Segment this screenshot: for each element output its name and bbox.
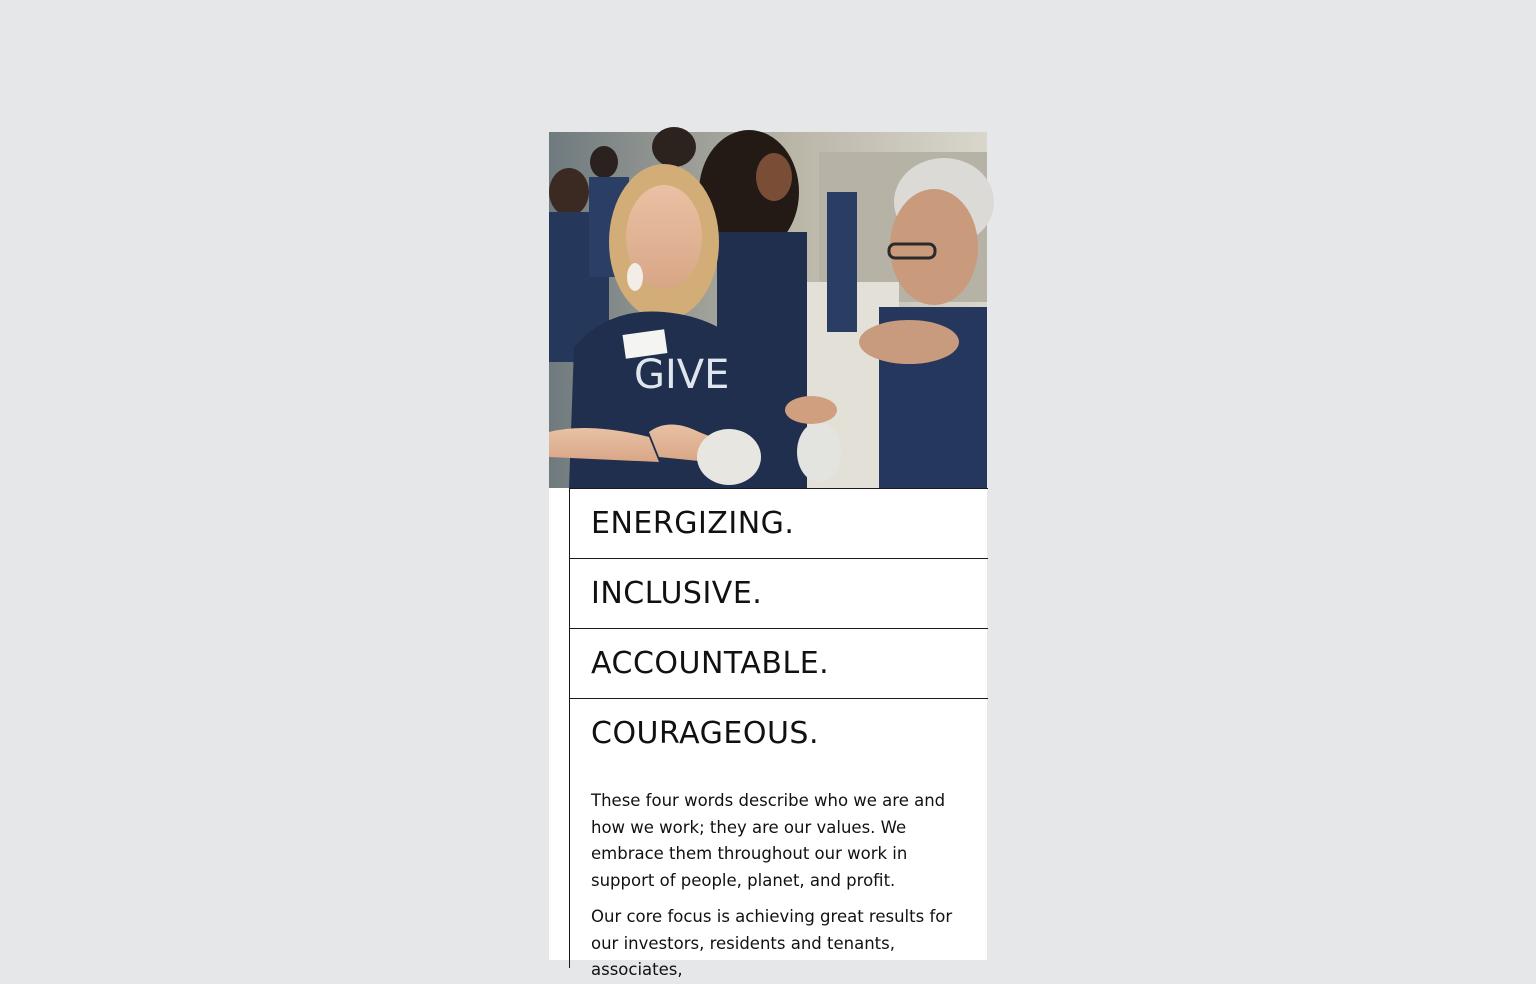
shirt-text: GIVE <box>634 352 730 398</box>
value-label: ACCOUNTABLE. <box>591 646 830 681</box>
paragraph-core-focus: Our core focus is achieving great results for our investors, residents and tenants, associates, <box>591 907 953 979</box>
value-accountable <box>570 628 988 698</box>
hero-photo <box>549 132 987 488</box>
value-courageous <box>570 698 988 768</box>
phone-card <box>549 132 987 979</box>
value-label: ENERGIZING. <box>591 506 795 541</box>
value-energizing <box>570 488 988 558</box>
value-inclusive <box>570 558 988 628</box>
value-label: COURAGEOUS. <box>591 716 819 751</box>
value-label: INCLUSIVE. <box>591 576 763 611</box>
values-description <box>570 768 988 984</box>
paragraph-values: These four words describe who we are and how we work; they are our values. We embrace them throughout our work in support of people, planet, and profit. <box>591 791 946 890</box>
values-list <box>569 488 988 979</box>
